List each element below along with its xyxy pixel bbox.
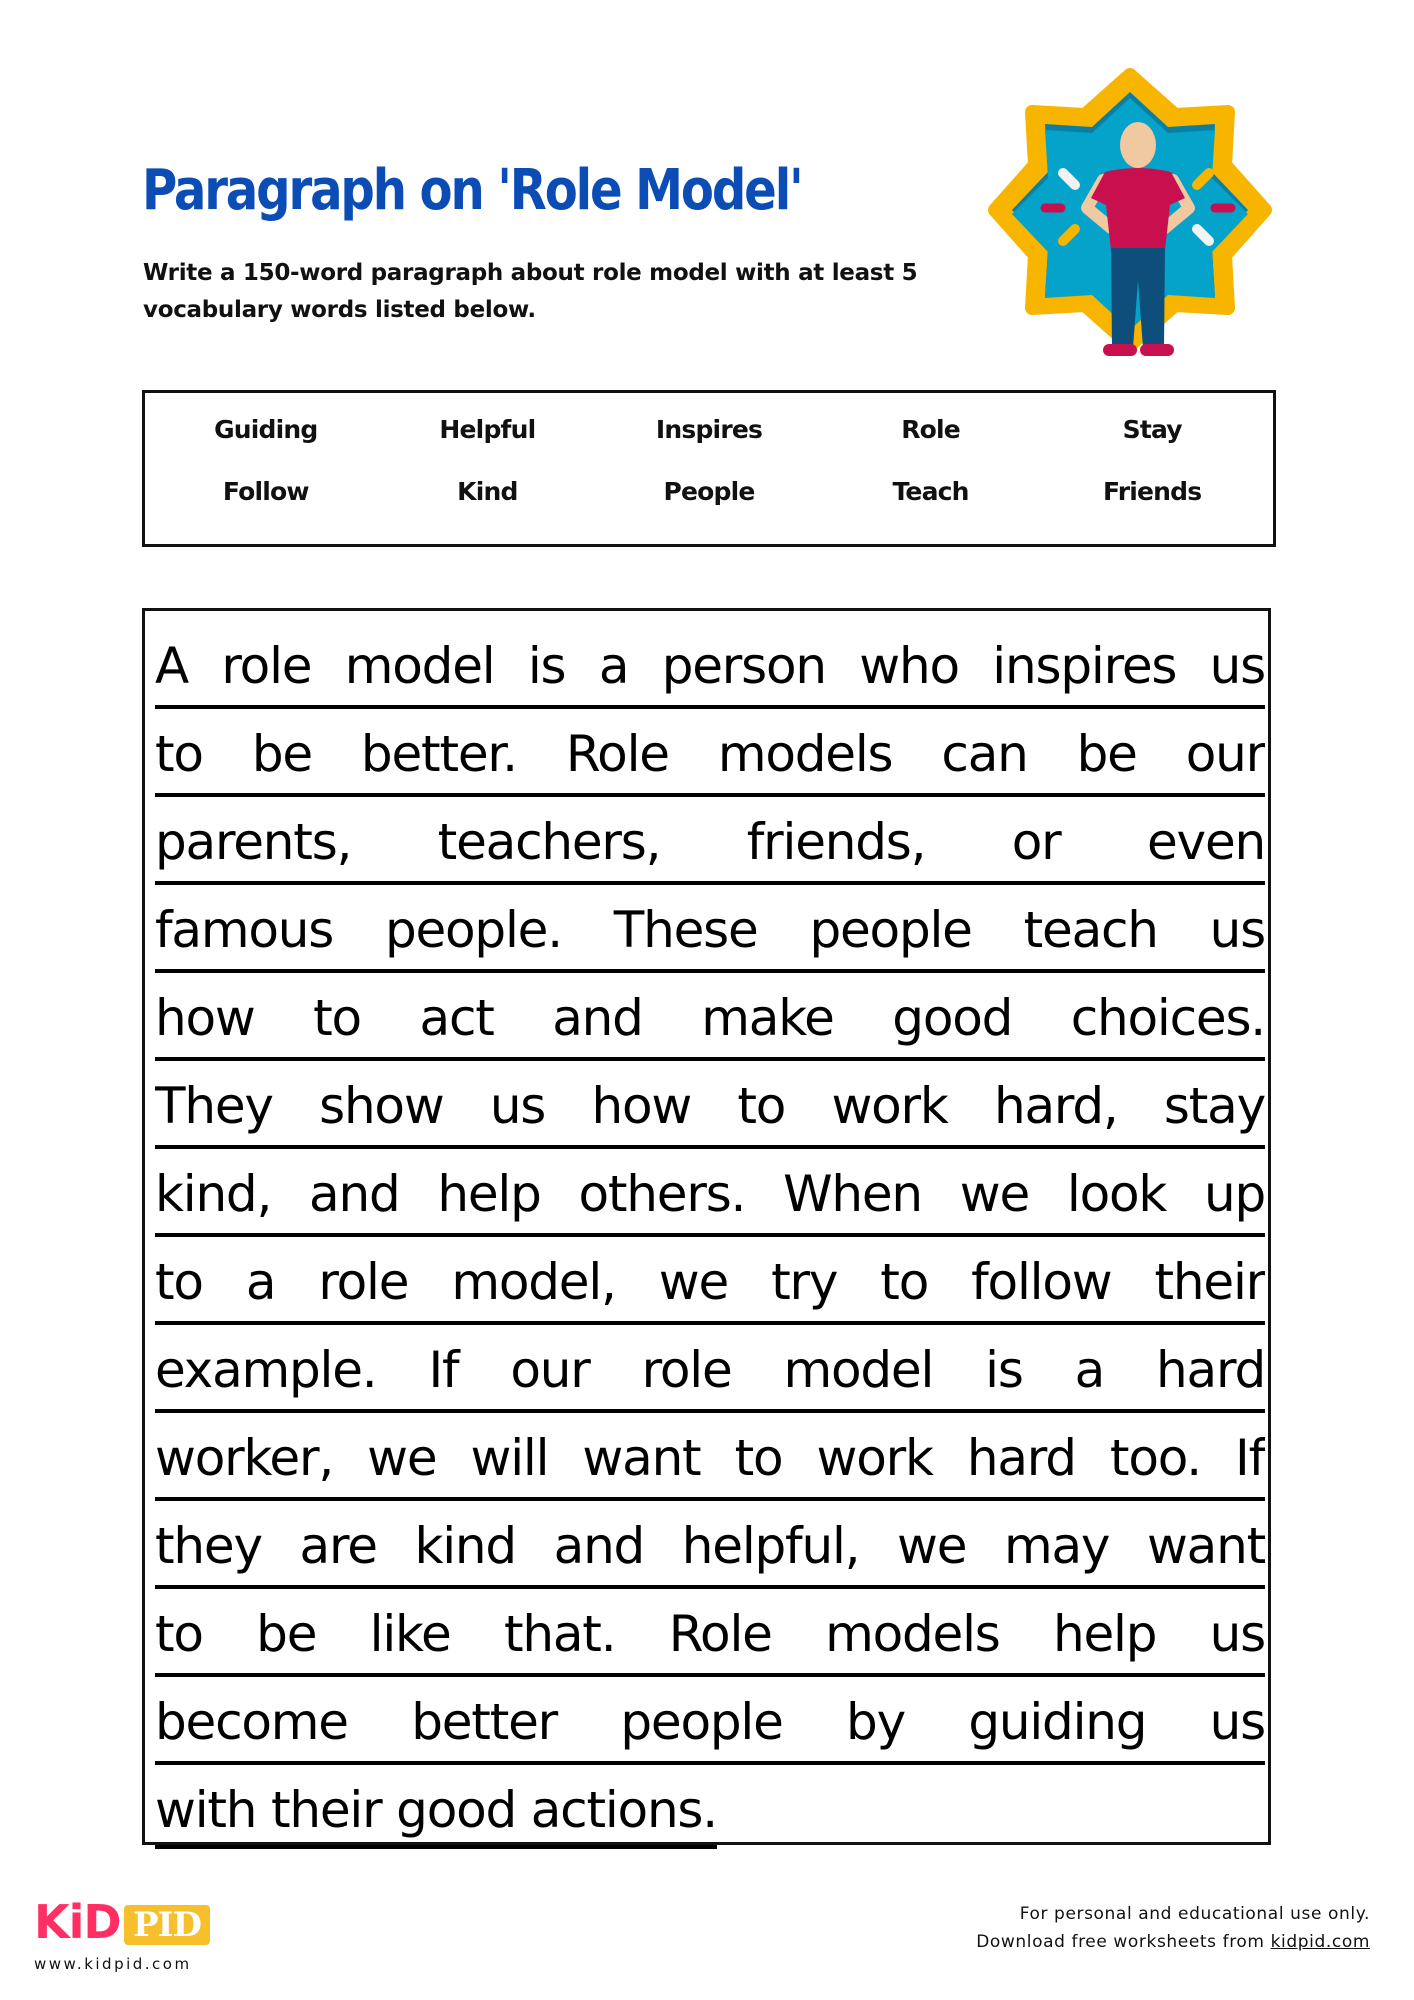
footer-note-line2 xyxy=(976,1928,1370,1956)
logo-pid-text: PID xyxy=(124,1905,210,1945)
vocabulary-box xyxy=(142,390,1276,547)
paragraph-line-text: to be better. Role models can be our xyxy=(155,719,1265,797)
instructions-text: Write a 150-word paragraph about role model with at least 5 vocabulary words listed below. xyxy=(143,260,918,323)
paragraph-line-text: kind, and help others. When we look up xyxy=(155,1159,1265,1237)
kidpid-link[interactable]: kidpid.com xyxy=(1270,1932,1370,1952)
vocab-word: Role xyxy=(901,415,960,444)
paragraph-line xyxy=(155,1687,1265,1775)
paragraph-box xyxy=(142,608,1271,1845)
vocab-word: Follow xyxy=(222,477,309,506)
paragraph-line-text: A role model is a person who inspires us xyxy=(155,631,1265,709)
paragraph-line xyxy=(155,1599,1265,1687)
paragraph-line-text: parents, teachers, friends, or even xyxy=(155,807,1265,885)
paragraph-text xyxy=(155,631,1265,1863)
paragraph-line-text: how to act and make good choices. xyxy=(155,983,1265,1061)
paragraph-line xyxy=(155,1159,1265,1247)
paragraph-line xyxy=(155,719,1265,807)
logo-kid-text: KiD xyxy=(34,1895,121,1949)
paragraph-line-text: to be like that. Role models help us xyxy=(155,1599,1265,1677)
logo-url[interactable]: www.kidpid.com xyxy=(34,1955,192,1973)
vocab-word: Friends xyxy=(1103,477,1202,506)
paragraph-line xyxy=(155,1071,1265,1159)
paragraph-line xyxy=(155,1335,1265,1423)
worksheet-title: Paragraph on 'Role Model' xyxy=(142,158,802,223)
paragraph-line xyxy=(155,1511,1265,1599)
vocab-word: Teach xyxy=(892,477,969,506)
paragraph-line xyxy=(155,895,1265,983)
paragraph-line-text: worker, we will want to work hard too. If xyxy=(155,1423,1265,1501)
paragraph-line-text: They show us how to work hard, stay xyxy=(155,1071,1265,1149)
paragraph-line xyxy=(155,631,1265,719)
vocab-word: Kind xyxy=(457,477,518,506)
footer-note-prefix: Download free worksheets from xyxy=(976,1932,1271,1952)
vocab-word: Helpful xyxy=(439,415,536,444)
paragraph-line xyxy=(155,1423,1265,1511)
paragraph-line-text: to a role model, we try to follow their xyxy=(155,1247,1265,1325)
vocabulary-grid xyxy=(145,393,1273,534)
paragraph-line-text: example. If our role model is a hard xyxy=(155,1335,1265,1413)
paragraph-line xyxy=(155,807,1265,895)
vocab-word: People xyxy=(663,477,755,506)
paragraph-line-text: with their good actions. xyxy=(155,1775,717,1849)
role-model-badge-icon xyxy=(975,60,1285,370)
paragraph-line xyxy=(155,1247,1265,1335)
paragraph-line-text: they are kind and helpful, we may want xyxy=(155,1511,1265,1589)
vocab-word: Stay xyxy=(1122,415,1182,444)
paragraph-line xyxy=(155,1775,1265,1863)
vocab-word: Guiding xyxy=(214,415,318,444)
paragraph-line-text: famous people. These people teach us xyxy=(155,895,1265,973)
paragraph-line-text: become better people by guiding us xyxy=(155,1687,1265,1765)
kidpid-logo[interactable] xyxy=(34,1897,224,1947)
footer-note xyxy=(976,1900,1370,1956)
paragraph-line xyxy=(155,983,1265,1071)
footer-note-line1: For personal and educational use only. xyxy=(1019,1904,1370,1924)
vocab-word: Inspires xyxy=(655,415,763,444)
